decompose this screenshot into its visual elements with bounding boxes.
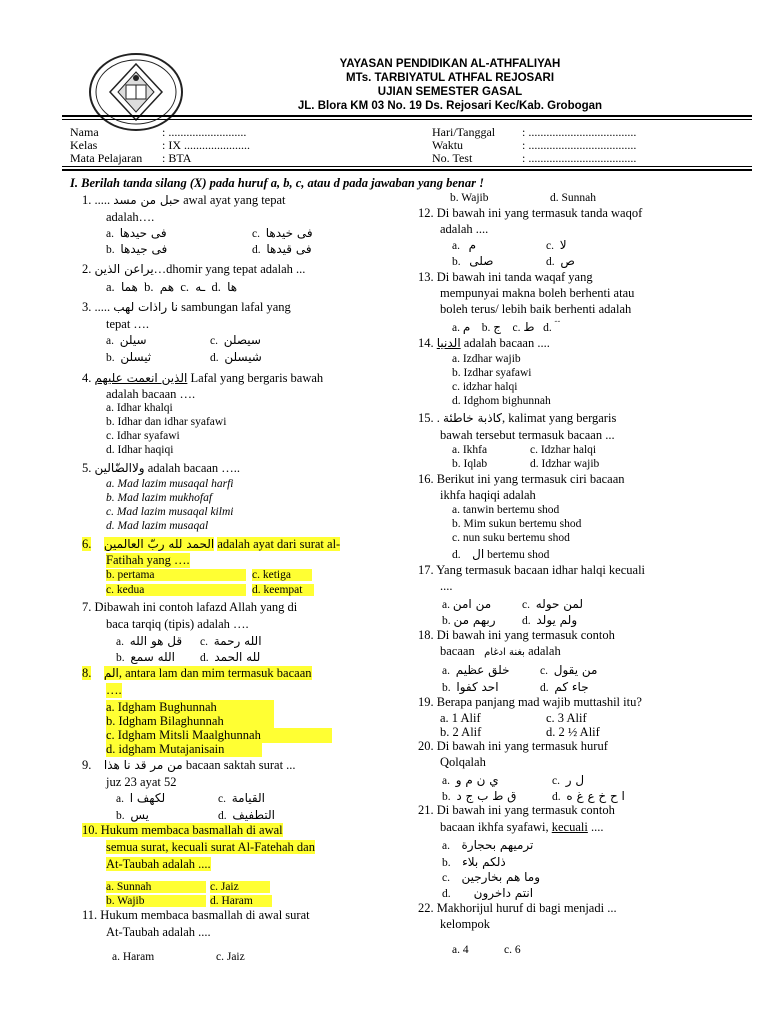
waktu-field[interactable]: : .................................... (522, 138, 637, 152)
exam-title: UJIAN SEMESTER GASAL (377, 86, 523, 98)
question-5: 5. ولاالضّالين adalah bacaan ….. (82, 461, 241, 475)
school-address: JL. Blora KM 03 No. 19 Ds. Rejosari Kec/Kab. Grobogan (297, 100, 603, 112)
hari-label: Hari/Tanggal (432, 125, 496, 139)
q10-option-a[interactable]: a. Sunnah (106, 881, 206, 893)
q5-option-a[interactable]: a. Mad lazim musaqal harfi (106, 478, 234, 490)
waktu-label: Waktu (432, 138, 464, 152)
nama-field[interactable]: : .......................... (162, 125, 247, 139)
foundation-name: YAYASAN PENDIDIKAN AL-ATHFALIYAH (339, 58, 561, 70)
test-field[interactable]: : .................................... (522, 151, 637, 165)
mapel-field: : BTA (162, 151, 192, 165)
q9-option-b[interactable]: b. يس (116, 808, 150, 822)
q18-option-d[interactable]: d. جاء كم (540, 680, 589, 694)
q6-option-d[interactable]: d. keempat (252, 584, 314, 596)
q1-option-a[interactable]: a. فى حيدها (106, 226, 167, 240)
q8-option-d[interactable]: d. idgham Mutajanisain (106, 742, 262, 757)
info-rule-thick (62, 169, 752, 171)
nama-label: Nama (70, 125, 99, 139)
question-13: 13. Di bawah ini tanda waqaf yang (418, 270, 593, 284)
q15-option-c[interactable]: c. Idzhar halqi (530, 444, 597, 456)
question-6: 6. الحمد لله ربّ العالمين adalah ayat dari surat al- (82, 537, 341, 551)
q2-options[interactable]: a. هما b. هم c. ـه d. ها (106, 280, 238, 294)
question-17-cont: .... (440, 579, 453, 593)
question-18-cont: bacaan بغنة ادغام adalah (440, 644, 561, 658)
q11-option-d[interactable]: d. Sunnah (550, 192, 596, 204)
q6-option-b[interactable]: c. kedua (106, 584, 246, 596)
q21-option-c[interactable]: c. وما هم بخارجين (442, 870, 541, 884)
q7-option-d[interactable]: d. لله الحمد (200, 650, 261, 664)
q1-option-b[interactable]: b. فى جيدها (106, 242, 168, 256)
q3-option-a[interactable]: a. سيلن (106, 333, 147, 347)
q3-option-b[interactable]: b. ثيسلن (106, 350, 152, 364)
question-4: 4. الذين انعمت عليهم Lafal yang bergaris bawah (82, 371, 324, 385)
question-17: 17. Yang termasuk bacaan idhar halqi kecuali (418, 563, 646, 577)
q17-option-a[interactable]: a. من امن (442, 597, 492, 611)
q5-option-d[interactable]: d. Mad lazim musaqal (106, 520, 209, 532)
q20-option-c[interactable]: c. ل ر (552, 773, 585, 787)
question-12: 12. Di bawah ini yang termasuk tanda waqof (418, 206, 643, 220)
q1-option-c[interactable]: c. فى خيدها (252, 226, 313, 240)
q21-option-a[interactable]: a. ترميهم بحجارة (442, 838, 534, 852)
q15-option-d[interactable]: d. Idzhar wajib (530, 458, 600, 470)
q10-option-c[interactable]: c. Jaiz (210, 881, 270, 893)
q14-option-d[interactable]: d. Idghom bighunnah (452, 395, 551, 407)
q16-option-d[interactable]: d. ال bertemu shod (452, 547, 550, 561)
q19-option-c[interactable]: c. 3 Alif (546, 711, 587, 725)
question-7: 7. Dibawah ini contoh lafazd Allah yang di (82, 600, 298, 614)
question-9-cont: juz 23 ayat 52 (106, 775, 177, 789)
question-20-cont: Qolqalah (440, 755, 486, 769)
q12-option-b[interactable]: b. صلى (452, 254, 494, 268)
q9-option-c[interactable]: c. القيامة (218, 791, 265, 805)
q11-option-a[interactable]: a. Haram (112, 951, 155, 963)
q11-option-b[interactable]: b. Wajib (450, 192, 489, 204)
question-4-cont: adalah bacaan …. (106, 387, 196, 401)
question-22: 22. Makhorijul huruf di bagi menjadi ... (418, 901, 617, 915)
header-rule-thick (62, 115, 752, 117)
header-rule-thin (62, 119, 752, 120)
question-21-cont: bacaan ikhfa syafawi, kecuali .... (440, 820, 604, 834)
question-3-cont: tepat …. (106, 317, 150, 331)
kelas-field[interactable]: : IX ...................... (162, 138, 250, 152)
q7-option-c[interactable]: c. الله رحمة (200, 634, 262, 648)
question-9: 9. من مر قد نا هذا bacaan saktah surat ... (82, 758, 296, 772)
q16-option-a[interactable]: a. tanwin bertemu shod (452, 504, 560, 516)
q4-option-d[interactable]: d. Idhar haqiqi (106, 444, 174, 456)
question-22-cont: kelompok (440, 917, 490, 931)
question-16: 16. Berikut ini yang termasuk ciri bacaan (418, 472, 625, 486)
question-15-cont: bawah tersebut termasuk bacaan ... (440, 428, 615, 442)
question-8: 8. الم, antara lam dan mim termasuk bacaan (82, 666, 312, 680)
q8-option-a[interactable]: a. Idgham Bughunnah (106, 700, 274, 715)
question-1-cont: adalah…. (106, 210, 155, 224)
q17-option-b[interactable]: b. ربهم من (442, 613, 496, 627)
school-name: MTs. TARBIYATUL ATHFAL REJOSARI (345, 72, 555, 84)
question-10: 10. Hukum membaca basmallah di awal (82, 823, 283, 837)
question-16-cont: ikhfa haqiqi adalah (440, 488, 536, 502)
q12-option-d[interactable]: d. ص (546, 254, 575, 268)
q7-option-b[interactable]: b. الله سمع (116, 650, 175, 664)
q9-option-d[interactable]: d. التطفيف (218, 808, 275, 822)
q13-options[interactable]: a. م b. ج c. ط d. ۘ ۘ (452, 320, 558, 334)
kelas-label: Kelas (70, 138, 98, 152)
q3-option-d[interactable]: d. شيسلن (210, 350, 262, 364)
q5-option-c[interactable]: c. Mad lazim musaqal kilmi (106, 506, 234, 518)
q4-option-a[interactable]: a. Idhar khalqi (106, 402, 173, 414)
q20-option-d[interactable]: d. ا ح خ ع غ ه (552, 789, 625, 803)
q19-option-a[interactable]: a. 1 Alif (440, 711, 481, 725)
question-10-cont1: semua surat, kecuali surat Al-Fatehah dan (106, 840, 315, 854)
q15-option-a[interactable]: a. Ikhfa (452, 444, 488, 456)
test-label: No. Test (432, 151, 473, 165)
q21-option-d[interactable]: d. انتم داخرون (442, 886, 534, 900)
question-3: 3. ..... نا راذات لهب sambungan lafal yang (82, 300, 291, 314)
q4-option-b[interactable]: b. Idhar dan idhar syafawi (106, 416, 227, 428)
q21-option-b[interactable]: b. ذلكم بلاء (442, 855, 506, 869)
q15-option-b[interactable]: b. Iqlab (452, 458, 488, 470)
question-21: 21. Di bawah ini yang termasuk contoh (418, 803, 615, 817)
instruction: I. Berilah tanda silang (X) pada huruf a, b, c, atau d pada jawaban yang benar ! (70, 176, 484, 190)
q8-option-c[interactable]: c. Idgham Mitsli Maalghunnah (106, 728, 332, 743)
question-2: 2. يراعن الذين…dhomir yang tepat adalah ... (82, 262, 306, 276)
q6-option-c[interactable]: c. ketiga (252, 569, 312, 581)
question-15: 15. . كاذبة خاطئة, kalimat yang bergaris (418, 411, 617, 425)
question-11-cont: At-Taubah adalah .... (106, 925, 211, 939)
q7-option-a[interactable]: a. قل هو الله (116, 634, 183, 648)
q8-option-b[interactable]: b. Idgham Bilaghunnah (106, 714, 274, 729)
q10-option-d[interactable]: d. Haram (210, 895, 272, 907)
question-7-cont: baca tarqiq (tipis) adalah …. (106, 617, 249, 631)
question-19: 19. Berapa panjang mad wajib muttashil itu? (418, 695, 642, 709)
q12-option-a[interactable]: a. م (452, 238, 477, 252)
q9-option-a[interactable]: a. لكهف ا (116, 791, 166, 805)
question-8-cont: …. (106, 683, 122, 697)
question-13-cont1: mempunyai makna boleh berhenti atau (440, 286, 635, 300)
question-14: 14. الدنيا adalah bacaan .... (418, 336, 550, 350)
info-rule-thin (62, 166, 752, 167)
question-1: 1. ..... حبل من مسد awal ayat yang tepat (82, 193, 286, 207)
q20-option-a[interactable]: a. ي ن م و (442, 773, 499, 787)
question-12-cont: adalah .... (440, 222, 489, 236)
q22-option-c[interactable]: c. 6 (504, 944, 521, 956)
q22-option-a[interactable]: a. 4 (452, 944, 469, 956)
q18-option-c[interactable]: c. من يقول (540, 663, 598, 677)
q14-option-c[interactable]: c. idzhar halqi (452, 381, 518, 393)
question-18: 18. Di bawah ini yang termasuk contoh (418, 628, 615, 642)
q17-option-d[interactable]: d. ولم يولد (522, 613, 578, 627)
q6-option-a[interactable]: b. pertama (106, 569, 246, 581)
q19-option-b[interactable]: b. 2 Alif (440, 725, 482, 739)
hari-field[interactable]: : .................................... (522, 125, 637, 139)
q14-option-a[interactable]: a. Izdhar wajib (452, 353, 521, 365)
q11-option-c[interactable]: c. Jaiz (216, 951, 245, 963)
question-10-cont2: At-Taubah adalah .... (106, 857, 211, 871)
q4-option-c[interactable]: c. Idhar syafawi (106, 430, 180, 442)
q19-option-d[interactable]: d. 2 ½ Alif (546, 725, 600, 739)
q16-option-b[interactable]: b. Mim sukun bertemu shod (452, 518, 582, 530)
q12-option-c[interactable]: c. لا (546, 238, 567, 252)
q1-option-d[interactable]: d. فى قيدها (252, 242, 312, 256)
question-11: 11. Hukum membaca basmallah di awal surat (82, 908, 310, 922)
q17-option-c[interactable]: c. لمن حوله (522, 597, 583, 611)
question-20: 20. Di bawah ini yang termasuk huruf (418, 739, 608, 753)
q16-option-c[interactable]: c. nun suku bertemu shod (452, 532, 570, 544)
q10-option-b[interactable]: b. Wajib (106, 895, 206, 907)
q20-option-b[interactable]: b. ق ط ب ج د (442, 789, 517, 803)
q3-option-c[interactable]: c. سيصلن (210, 333, 261, 347)
q18-option-b[interactable]: b. احد كفوا (442, 680, 499, 694)
q18-option-a[interactable]: a. خلق عظيم (442, 663, 510, 677)
q14-option-b[interactable]: b. Izdhar syafawi (452, 367, 532, 379)
question-6-cont: Fatihah yang …. (106, 553, 190, 567)
q5-option-b[interactable]: b. Mad lazim mukhofaf (106, 492, 213, 504)
mapel-label: Mata Pelajaran (70, 151, 143, 165)
question-13-cont2: boleh terus/ lebih baik berhenti adalah (440, 302, 632, 316)
